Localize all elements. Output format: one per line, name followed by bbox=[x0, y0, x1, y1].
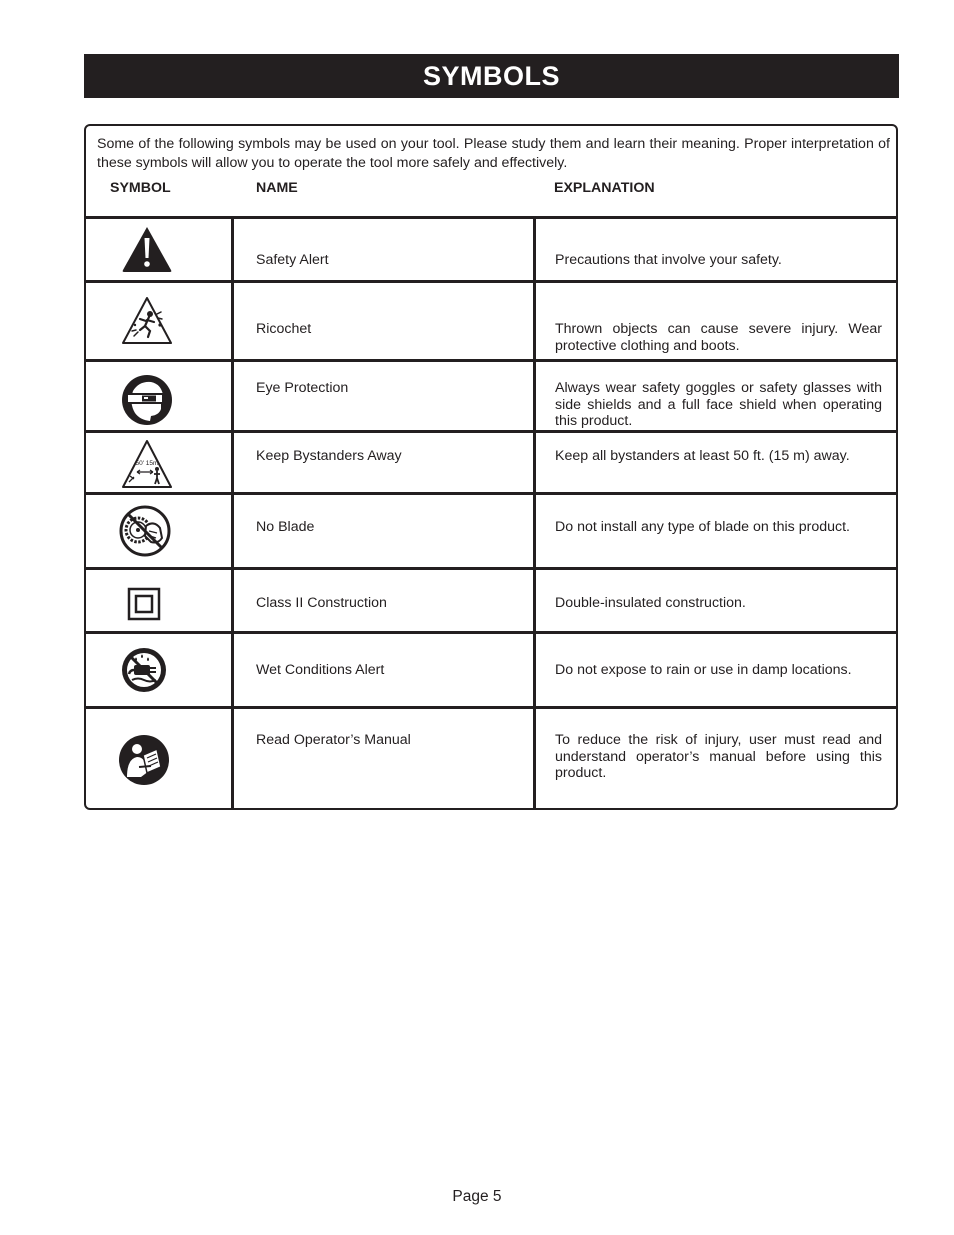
page-number: Page 5 bbox=[452, 1188, 502, 1205]
row-divider bbox=[86, 430, 896, 433]
header-name: NAME bbox=[256, 180, 298, 196]
symbols-table bbox=[84, 124, 898, 810]
row-divider bbox=[86, 631, 896, 634]
safety-alert-icon bbox=[120, 223, 174, 277]
row-divider bbox=[86, 216, 896, 219]
keep-bystanders-away-icon bbox=[120, 438, 174, 492]
symbol-explanation: Thrown objects can cause severe injury. Wear protective clothing and boots. bbox=[555, 321, 882, 354]
symbol-explanation: Double-insulated construction. bbox=[555, 595, 746, 611]
header-symbol: SYMBOL bbox=[110, 180, 171, 196]
symbol-name: No Blade bbox=[256, 519, 315, 535]
symbol-name: Safety Alert bbox=[256, 252, 329, 268]
symbol-explanation: Do not expose to rain or use in damp locations. bbox=[555, 662, 852, 678]
symbol-name: Keep Bystanders Away bbox=[256, 448, 402, 464]
class-ii-construction-icon bbox=[126, 586, 162, 622]
column-divider bbox=[231, 216, 234, 808]
no-blade-icon bbox=[118, 504, 172, 558]
symbol-name: Wet Conditions Alert bbox=[256, 662, 385, 678]
symbol-explanation: To reduce the risk of injury, user must read and understand operator’s manual before using this product. bbox=[555, 732, 882, 781]
symbol-name: Eye Protection bbox=[256, 380, 349, 396]
header-explanation: EXPLANATION bbox=[554, 180, 655, 196]
icon-distance-label: 50' 15m bbox=[135, 460, 159, 467]
symbol-name: Class II Construction bbox=[256, 595, 387, 611]
symbol-name: Read Operator’s Manual bbox=[256, 732, 411, 748]
symbol-name: Ricochet bbox=[256, 321, 312, 337]
symbol-explanation: Precautions that involve your safety. bbox=[555, 252, 782, 268]
ricochet-icon bbox=[120, 294, 174, 348]
page-title: SYMBOLS bbox=[84, 54, 899, 98]
eye-protection-icon bbox=[120, 373, 174, 427]
row-divider bbox=[86, 567, 896, 570]
row-divider bbox=[86, 706, 896, 709]
symbol-explanation: Keep all bystanders at least 50 ft. (15 m) away. bbox=[555, 448, 850, 464]
intro-text: Some of the following symbols may be used on your tool. Please study them and learn their meaning. Proper interpretation of these symbols will allow you to operate the tool more safely and effectively. bbox=[97, 136, 890, 171]
row-divider bbox=[86, 359, 896, 362]
symbol-explanation: Do not install any type of blade on this product. bbox=[555, 519, 850, 535]
symbol-explanation: Always wear safety goggles or safety glasses with side shields and a full face shield when operating this product. bbox=[555, 380, 882, 429]
wet-conditions-alert-icon bbox=[120, 646, 168, 694]
row-divider bbox=[86, 280, 896, 283]
row-divider bbox=[86, 492, 896, 495]
read-operators-manual-icon bbox=[117, 733, 171, 787]
column-divider bbox=[533, 216, 536, 808]
